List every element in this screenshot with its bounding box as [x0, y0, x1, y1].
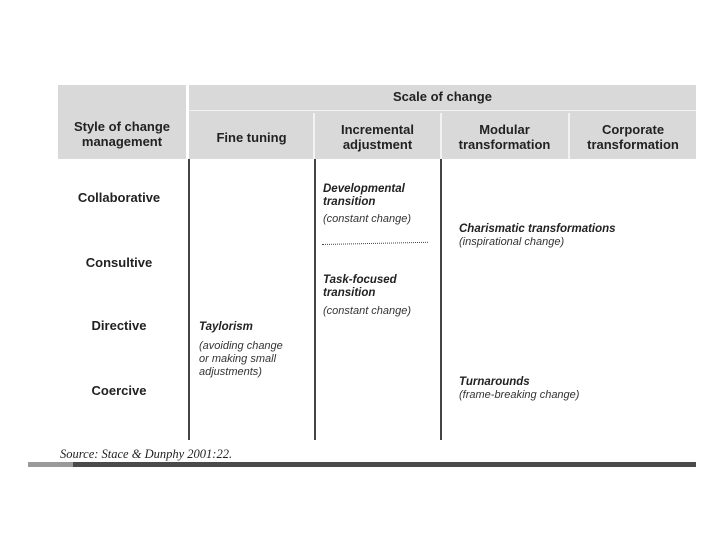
- row-label-coercive: Coercive: [91, 383, 147, 398]
- style-of-change-title: [58, 119, 186, 149]
- task-focused-title-line2: transition: [323, 287, 376, 299]
- dashed-divider: [322, 242, 428, 245]
- cell-turnarounds: [459, 376, 695, 402]
- column-header-corporate: [570, 122, 696, 152]
- charismatic-note: (inspirational change): [459, 236, 565, 248]
- turnarounds-note: (frame-breaking change): [459, 389, 580, 401]
- column-header-incremental: [316, 122, 439, 152]
- taylorism-note-line3: adjustments): [199, 366, 262, 378]
- developmental-title-line1: Developmental: [323, 183, 405, 195]
- column-header-modular: [442, 122, 567, 152]
- column-header-line2: transformation: [587, 137, 679, 152]
- cell-charismatic-transformations: [459, 223, 695, 249]
- taylorism-note-line1: (avoiding change: [199, 340, 283, 352]
- column-header-line1: Fine tuning: [216, 130, 287, 145]
- footer-bar: [28, 462, 696, 467]
- turnarounds-title: Turnarounds: [459, 376, 530, 388]
- scale-of-change-title: Scale of change: [393, 89, 492, 104]
- header-divider: [189, 110, 696, 111]
- row-label-collaborative: Collaborative: [77, 190, 161, 205]
- row-label-directive: Directive: [91, 318, 147, 333]
- column-header-line1: Corporate: [601, 122, 665, 137]
- body-line-2: [314, 159, 316, 440]
- style-title-line2: management: [81, 134, 163, 149]
- body-line-3: [440, 159, 442, 440]
- cell-task-focused-transition: [323, 274, 438, 318]
- row-label-consultive: Consultive: [85, 255, 153, 270]
- task-focused-title-line1: Task-focused: [323, 274, 397, 286]
- task-focused-note: (constant change): [323, 305, 412, 317]
- taylorism-note-line2: or making small: [199, 353, 277, 365]
- cell-taylorism: [199, 321, 311, 379]
- column-header-fine-tuning: [191, 130, 312, 145]
- developmental-note: (constant change): [323, 213, 412, 225]
- column-header-line2: transformation: [458, 137, 551, 152]
- style-title-line1: Style of change: [73, 119, 171, 134]
- cell-developmental-transition: [323, 183, 438, 226]
- body-line-1: [188, 159, 190, 440]
- column-header-line2: adjustment: [342, 137, 413, 152]
- header-col-sep-1: [313, 113, 315, 159]
- charismatic-title: Charismatic transformations: [459, 223, 616, 235]
- source-caption: Source: Stace & Dunphy 2001:22.: [60, 447, 233, 461]
- developmental-title-line2: transition: [323, 196, 376, 208]
- taylorism-title: Taylorism: [199, 321, 253, 333]
- column-header-line1: Modular: [479, 122, 530, 137]
- column-header-line1: Incremental: [341, 122, 414, 137]
